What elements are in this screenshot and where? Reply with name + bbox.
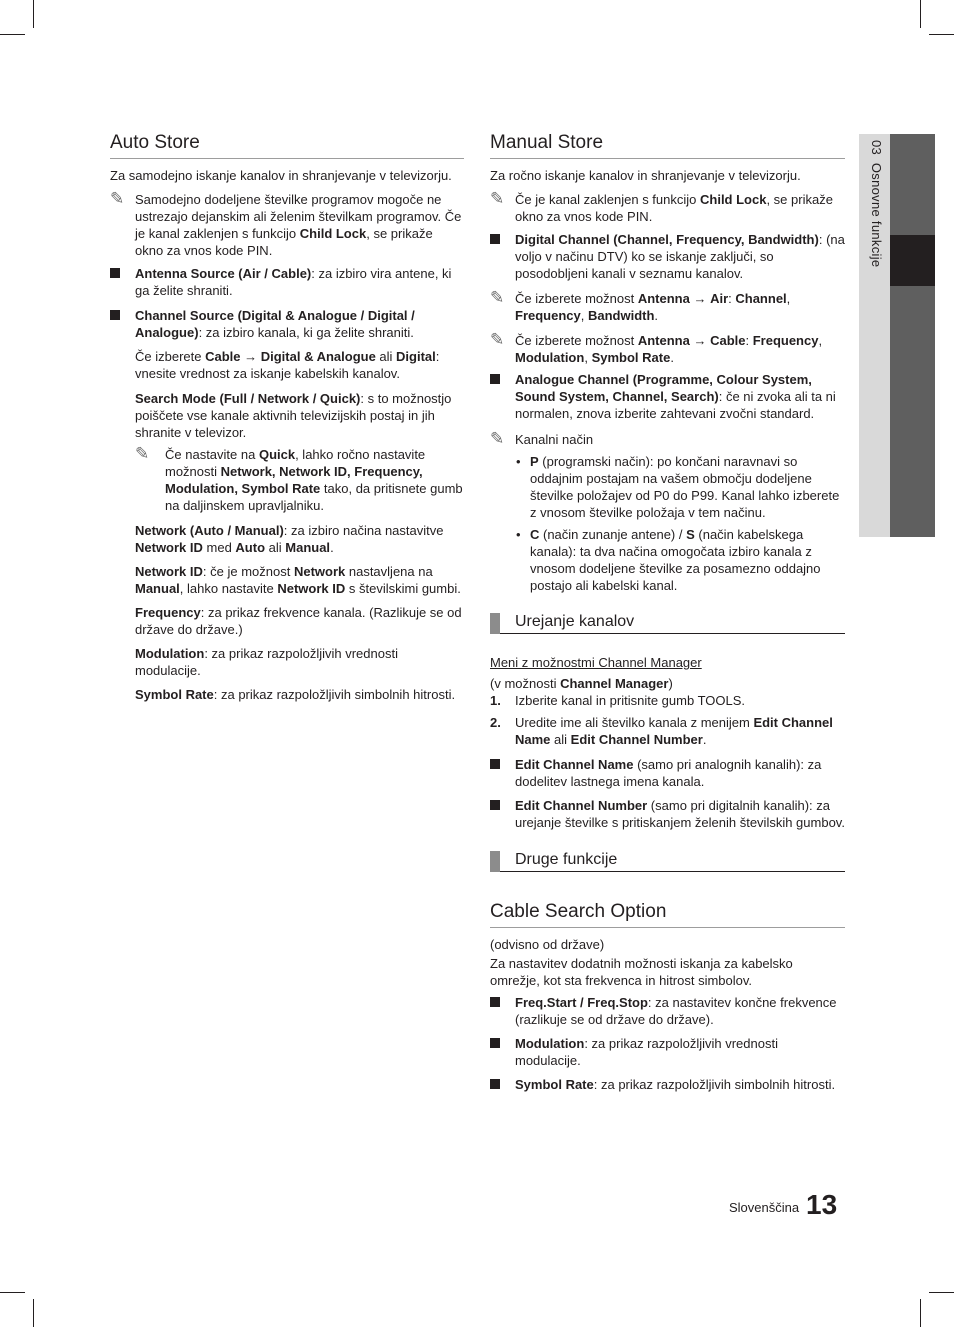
manual-store-heading: Manual Store	[490, 132, 845, 159]
note-pencil-icon: ✎	[490, 189, 505, 208]
manual-store-intro: Za ročno iskanje kanalov in shranjevanje v televizorju.	[490, 168, 801, 183]
cable-search-note: (odvisno od države)	[490, 937, 605, 952]
bullet-item: Edit Channel Number (samo pri digitalnih kanalih): za urejanje številke s pritiskanjem želenih številskih gumbov.	[490, 797, 845, 831]
left-column	[110, 132, 464, 703]
cable-search-heading: Cable Search Option	[490, 901, 845, 928]
channel-manager-location: (v možnosti Channel Manager)	[490, 676, 673, 691]
crop-mark	[33, 0, 34, 28]
bullet-item: Modulation: za prikaz razpoložljivih vrednosti modulacije.	[490, 1035, 845, 1069]
bullet-item: Channel Source (Digital & Analogue / Digital / Analogue): za izbiro kanala, ki ga želite shraniti.	[110, 307, 464, 341]
crop-mark	[920, 0, 921, 28]
note-item: ✎ Če je kanal zaklenjen s funkcijo Child Lock, se prikaže okno za vnos kode PIN.	[490, 189, 833, 224]
frequency-paragraph: Frequency: za prikaz frekvence kanala. (Razlikuje se od države do države.)	[135, 605, 462, 637]
bullet-item: Digital Channel (Channel, Frequency, Bandwidth): (na voljo v načinu DTV) ko se iskanje zaključi, so posodobljeni kanali v seznamu kanalov.	[490, 231, 845, 282]
auto-store-details	[110, 348, 464, 703]
note-item: ✎ Kanalni način	[490, 429, 594, 448]
note-item: ✎ Če izberete možnost Antenna → Air: Channel, Frequency, Bandwidth.	[490, 288, 791, 323]
chapter-tab-marker	[890, 235, 935, 286]
network-id-paragraph: Network ID: če je možnost Network nastavljena na Manual, lahko nastavite Network ID s številskimi gumbi.	[135, 564, 461, 596]
note-pencil-icon: ✎	[490, 288, 505, 307]
note-pencil-icon: ✎	[490, 429, 505, 448]
step-item: 1. Izberite kanal in pritisnite gumb TOOLS.	[490, 693, 746, 708]
bullet-item: Edit Channel Name (samo pri analognih kanalih): za dodelitev lastnega imena kanala.	[490, 756, 845, 790]
list-item: • C (način zunanje antene) / S (način kabelskega kanala): ta dva načina omogočata izbiro kanala z vnosom dodeljene številke za posamezno oddajno postajo ali kabelski kanal.	[490, 526, 845, 594]
note-pencil-icon: ✎	[490, 330, 505, 349]
network-paragraph: Network (Auto / Manual): za izbiro načina nastavitve Network ID med Auto ali Manual.	[135, 523, 444, 555]
note-pencil-icon: ✎	[110, 189, 125, 208]
note-pencil-icon: ✎	[135, 444, 150, 463]
bullet-item: Freq.Start / Freq.Stop: za nastavitev končne frekvence (razlikuje se od države do države).	[490, 994, 845, 1028]
crop-mark	[920, 1299, 921, 1327]
cable-paragraph: Če izberete Cable → Digital & Analogue ali Digital: vnesite vrednost za iskanje kabelskih kanalov.	[135, 349, 440, 381]
other-functions-heading: Druge funkcije	[490, 849, 845, 872]
note-item: ✎ Samodejno dodeljene številke programov mogoče ne ustrezajo dejanskim ali želenim številkam programov. Če je kanal zaklenjen s funkcijo Child Lock, se prikaže okno za vnos kode PIN.	[110, 189, 462, 258]
bullet-item: Analogue Channel (Programme, Colour System, Sound System, Channel, Search): če ni zvoka ali ta ni normalen, znova izberite zahtevani zvočni standard.	[490, 371, 845, 422]
modulation-paragraph: Modulation: za prikaz razpoložljivih vrednosti modulacije.	[135, 646, 398, 678]
edit-channels-heading: Urejanje kanalov	[490, 611, 845, 634]
channel-manager-menu-heading: Meni z možnostmi Channel Manager	[490, 655, 702, 670]
cable-search-intro: Za nastavitev dodatnih možnosti iskanja za kabelsko omrežje, kot sta frekvenca in hitrost simbolov.	[490, 956, 793, 988]
crop-mark	[929, 34, 954, 35]
note-item: ✎ Če izberete možnost Antenna → Cable: Frequency, Modulation, Symbol Rate.	[490, 330, 823, 365]
chapter-tab-strip	[890, 134, 935, 537]
bullet-item: Symbol Rate: za prikaz razpoložljivih simbolnih hitrosti.	[490, 1076, 845, 1093]
list-item: • P (programski način): po končani naravnavi so oddajnim postajam na vašem območju dodeljene številke položajev od P0 do P99. Kanal lahko izberete z vnosom številke položaja v tem načinu.	[490, 453, 845, 521]
crop-mark	[0, 34, 25, 35]
crop-mark	[0, 1292, 25, 1293]
page-number: 13	[806, 1189, 838, 1220]
step-item: 2. Uredite ime ali številko kanala z menijem Edit Channel Name ali Edit Channel Number.	[490, 715, 833, 747]
symbol-rate-paragraph: Symbol Rate: za prikaz razpoložljivih simbolnih hitrosti.	[135, 687, 456, 702]
right-column	[490, 132, 845, 1093]
auto-store-heading: Auto Store	[110, 132, 464, 159]
auto-store-intro: Za samodejno iskanje kanalov in shranjevanje v televizorju.	[110, 168, 452, 183]
note-item: ✎ Če nastavite na Quick, lahko ročno nastavite možnosti Network, Network ID, Frequency, Modulation, Symbol Rate tako, da pritisnete gumb na daljinskem upravljalniku.	[135, 444, 463, 513]
chapter-tab-label: 03 Osnovne funkcije	[869, 140, 884, 268]
crop-mark	[929, 1292, 954, 1293]
crop-mark	[33, 1299, 34, 1327]
footer-language: Slovenščina	[729, 1200, 800, 1215]
search-mode-paragraph: Search Mode (Full / Network / Quick): s to možnostjo poiščete vse kanale aktivnih televizijskih postaj in jih shranite v televizor.	[135, 391, 452, 440]
bullet-item: Antenna Source (Air / Cable): za izbiro vira antene, ki ga želite shraniti.	[110, 265, 464, 299]
